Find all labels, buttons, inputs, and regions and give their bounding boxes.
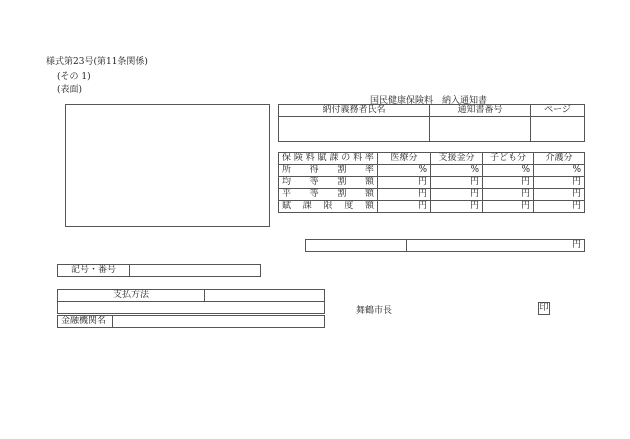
address-box <box>65 104 270 227</box>
payer-name-value <box>279 117 430 142</box>
payment-table <box>57 289 325 314</box>
payment-method-value <box>205 290 325 302</box>
rate-row-label-char: 課 <box>302 201 312 211</box>
rate-row <box>279 189 585 201</box>
rate-row-label <box>279 189 378 201</box>
rate-row-label-char: 得 <box>309 165 319 175</box>
page-value <box>531 117 585 142</box>
rate-row-unit-cell: % <box>431 165 483 177</box>
bank-name-label: 金融機関名 <box>58 316 113 328</box>
form-number: 様式第23号(第11条関係) <box>46 57 148 67</box>
rate-row-unit-cell: 円 <box>431 201 483 213</box>
rate-row-unit-cell: % <box>378 165 431 177</box>
code-number-value <box>130 265 261 277</box>
total-amount-unit: 円 <box>407 240 585 252</box>
rate-row <box>279 201 585 213</box>
rate-header-char: 保 <box>282 153 292 163</box>
seal-mark: 印 <box>539 303 549 313</box>
rate-row-unit-cell: % <box>534 165 585 177</box>
rate-table-header-row <box>279 153 585 165</box>
rate-header-char: 賦 <box>317 153 327 163</box>
rate-header-char: の <box>341 153 351 163</box>
rate-row-unit-cell: 円 <box>534 177 585 189</box>
rate-row-label-char: 均 <box>282 177 292 187</box>
page-header: ページ <box>531 105 585 117</box>
rate-row-label-char: 度 <box>344 201 354 211</box>
care-header: 介護分 <box>534 153 585 165</box>
issuer-name: 舞鶴市長 <box>356 306 393 316</box>
bank-table <box>57 315 325 328</box>
rate-row-unit-cell: 円 <box>483 177 534 189</box>
support-header: 支援金分 <box>431 153 483 165</box>
rate-row-label-char: 額 <box>364 177 374 187</box>
rate-header-char: 率 <box>364 153 374 163</box>
rate-row-label-char: 額 <box>364 201 374 211</box>
payment-method-label: 支払方法 <box>58 290 205 302</box>
code-number-table <box>57 264 261 277</box>
payment-blank-row <box>58 302 325 314</box>
form-side-label: (表面) <box>57 85 83 95</box>
rate-row <box>279 177 585 189</box>
rate-row-unit-cell: % <box>483 165 534 177</box>
rate-row-unit-cell: 円 <box>534 201 585 213</box>
code-number-label: 記号・番号 <box>58 265 130 277</box>
info-table <box>278 104 585 142</box>
rate-row-label <box>279 201 378 213</box>
rate-row-unit-cell: 円 <box>534 189 585 201</box>
total-label-cell <box>306 240 407 252</box>
rate-row-unit-cell: 円 <box>378 201 431 213</box>
rate-row-label-char: 平 <box>282 189 292 199</box>
medical-header: 医療分 <box>378 153 431 165</box>
bank-name-value <box>113 316 325 328</box>
rate-row-label-char: 割 <box>337 189 347 199</box>
rate-row-unit-cell: 円 <box>431 189 483 201</box>
notice-number-value <box>430 117 531 142</box>
rate-row-label-char: 率 <box>364 165 374 175</box>
rate-row-label-char: 所 <box>282 165 292 175</box>
notice-number-header: 通知書番号 <box>430 105 531 117</box>
rate-header-char: 料 <box>353 153 363 163</box>
rate-row-unit-cell: 円 <box>483 189 534 201</box>
rate-row-label-char: 割 <box>337 177 347 187</box>
payer-name-header: 納付義務者氏名 <box>279 105 430 117</box>
rate-header-char: 課 <box>329 153 339 163</box>
rate-row-unit-cell: 円 <box>378 189 431 201</box>
rate-row-label-char: 等 <box>309 177 319 187</box>
rate-header-char: 険 <box>293 153 303 163</box>
rate-row-label-char: 限 <box>323 201 333 211</box>
rate-table <box>278 152 585 213</box>
rate-row-label-char: 額 <box>364 189 374 199</box>
notice-title: 国民健康保険料 納入通知書 <box>370 96 488 106</box>
rate-row-unit-cell: 円 <box>431 177 483 189</box>
rate-row <box>279 165 585 177</box>
rate-header-label <box>279 153 378 165</box>
rate-row-label <box>279 165 378 177</box>
rate-header-char: 料 <box>305 153 315 163</box>
child-header: 子ども分 <box>483 153 534 165</box>
rate-row-label <box>279 177 378 189</box>
rate-row-unit-cell: 円 <box>378 177 431 189</box>
rate-row-unit-cell: 円 <box>483 201 534 213</box>
rate-row-label-char: 等 <box>309 189 319 199</box>
rate-row-label-char: 賦 <box>282 201 292 211</box>
form-sub-number: (その 1) <box>57 72 91 82</box>
rate-row-label-char: 割 <box>337 165 347 175</box>
total-amount-table <box>305 239 585 252</box>
